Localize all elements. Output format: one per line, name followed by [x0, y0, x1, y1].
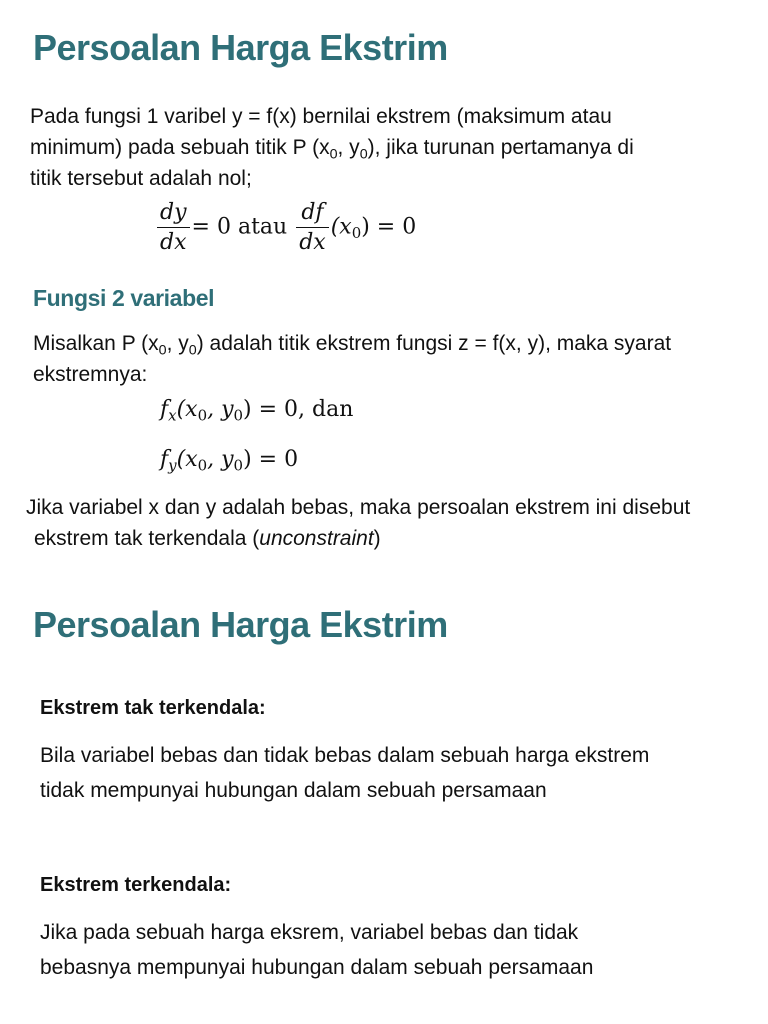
- fraction-dy-dx: $\frac{dy}{dx}$: [157, 200, 190, 255]
- equation-fx-zero: $f_x(x_0$, $y_0) = 0$, dan: [160, 397, 354, 425]
- unconstrained-line-2: tidak mempunyai hubungan dalam sebuah persamaan: [40, 779, 547, 802]
- equation-fy-zero: $f_y(x_0$, $y_0) = 0$: [160, 447, 299, 475]
- equation-derivative-zero: $\frac{dy}{dx}$ = 0 atau $\frac{df}{dx}$ $(x_0) = 0$: [155, 200, 416, 255]
- intro-line-2: minimum) pada sebuah titik P ($x_0$, $y_0$), jika turunan pertamanya di: [30, 136, 634, 163]
- closing-line-2: ekstrem tak terkendala (unconstraint): [34, 527, 381, 550]
- intro-paragraph: [30, 101, 750, 194]
- slide1-title: Persoalan Harga Ekstrim: [33, 27, 448, 68]
- unconstrained-description: [40, 738, 740, 808]
- constrained-line-1: Jika pada sebuah harga eksrem, variabel bebas dan tidak: [40, 921, 579, 944]
- fraction-df-dx: $\frac{df}{dx}$: [296, 200, 329, 255]
- heading-constrained: Ekstrem terkendala:: [40, 874, 232, 896]
- intro-line-3: titik tersebut adalah nol;: [30, 167, 252, 190]
- misal-line-2: ekstremnya:: [33, 363, 148, 386]
- constrained-description: [40, 915, 740, 985]
- heading-unconstrained: Ekstrem tak terkendala:: [40, 697, 266, 719]
- misal-line-1: Misalkan P ($x_0$, $y_0$) adalah titik ekstrem fungsi z = f(x, y), maka syarat: [33, 332, 672, 359]
- unconstrained-line-1: Bila variabel bebas dan tidak bebas dalam sebuah harga ekstrem: [40, 744, 650, 767]
- misal-paragraph: [33, 328, 753, 390]
- intro-line-1: Pada fungsi 1 varibel y = f(x) bernilai ekstrem (maksimum atau: [30, 105, 612, 128]
- closing-paragraph: [26, 492, 766, 554]
- subtitle-two-variable: Fungsi 2 variabel: [33, 285, 215, 311]
- slide2-title: Persoalan Harga Ekstrim: [33, 604, 448, 645]
- closing-line-1: Jika variabel x dan y adalah bebas, maka persoalan ekstrem ini disebut: [26, 496, 691, 519]
- constrained-line-2: bebasnya mempunyai hubungan dalam sebuah persamaan: [40, 956, 594, 979]
